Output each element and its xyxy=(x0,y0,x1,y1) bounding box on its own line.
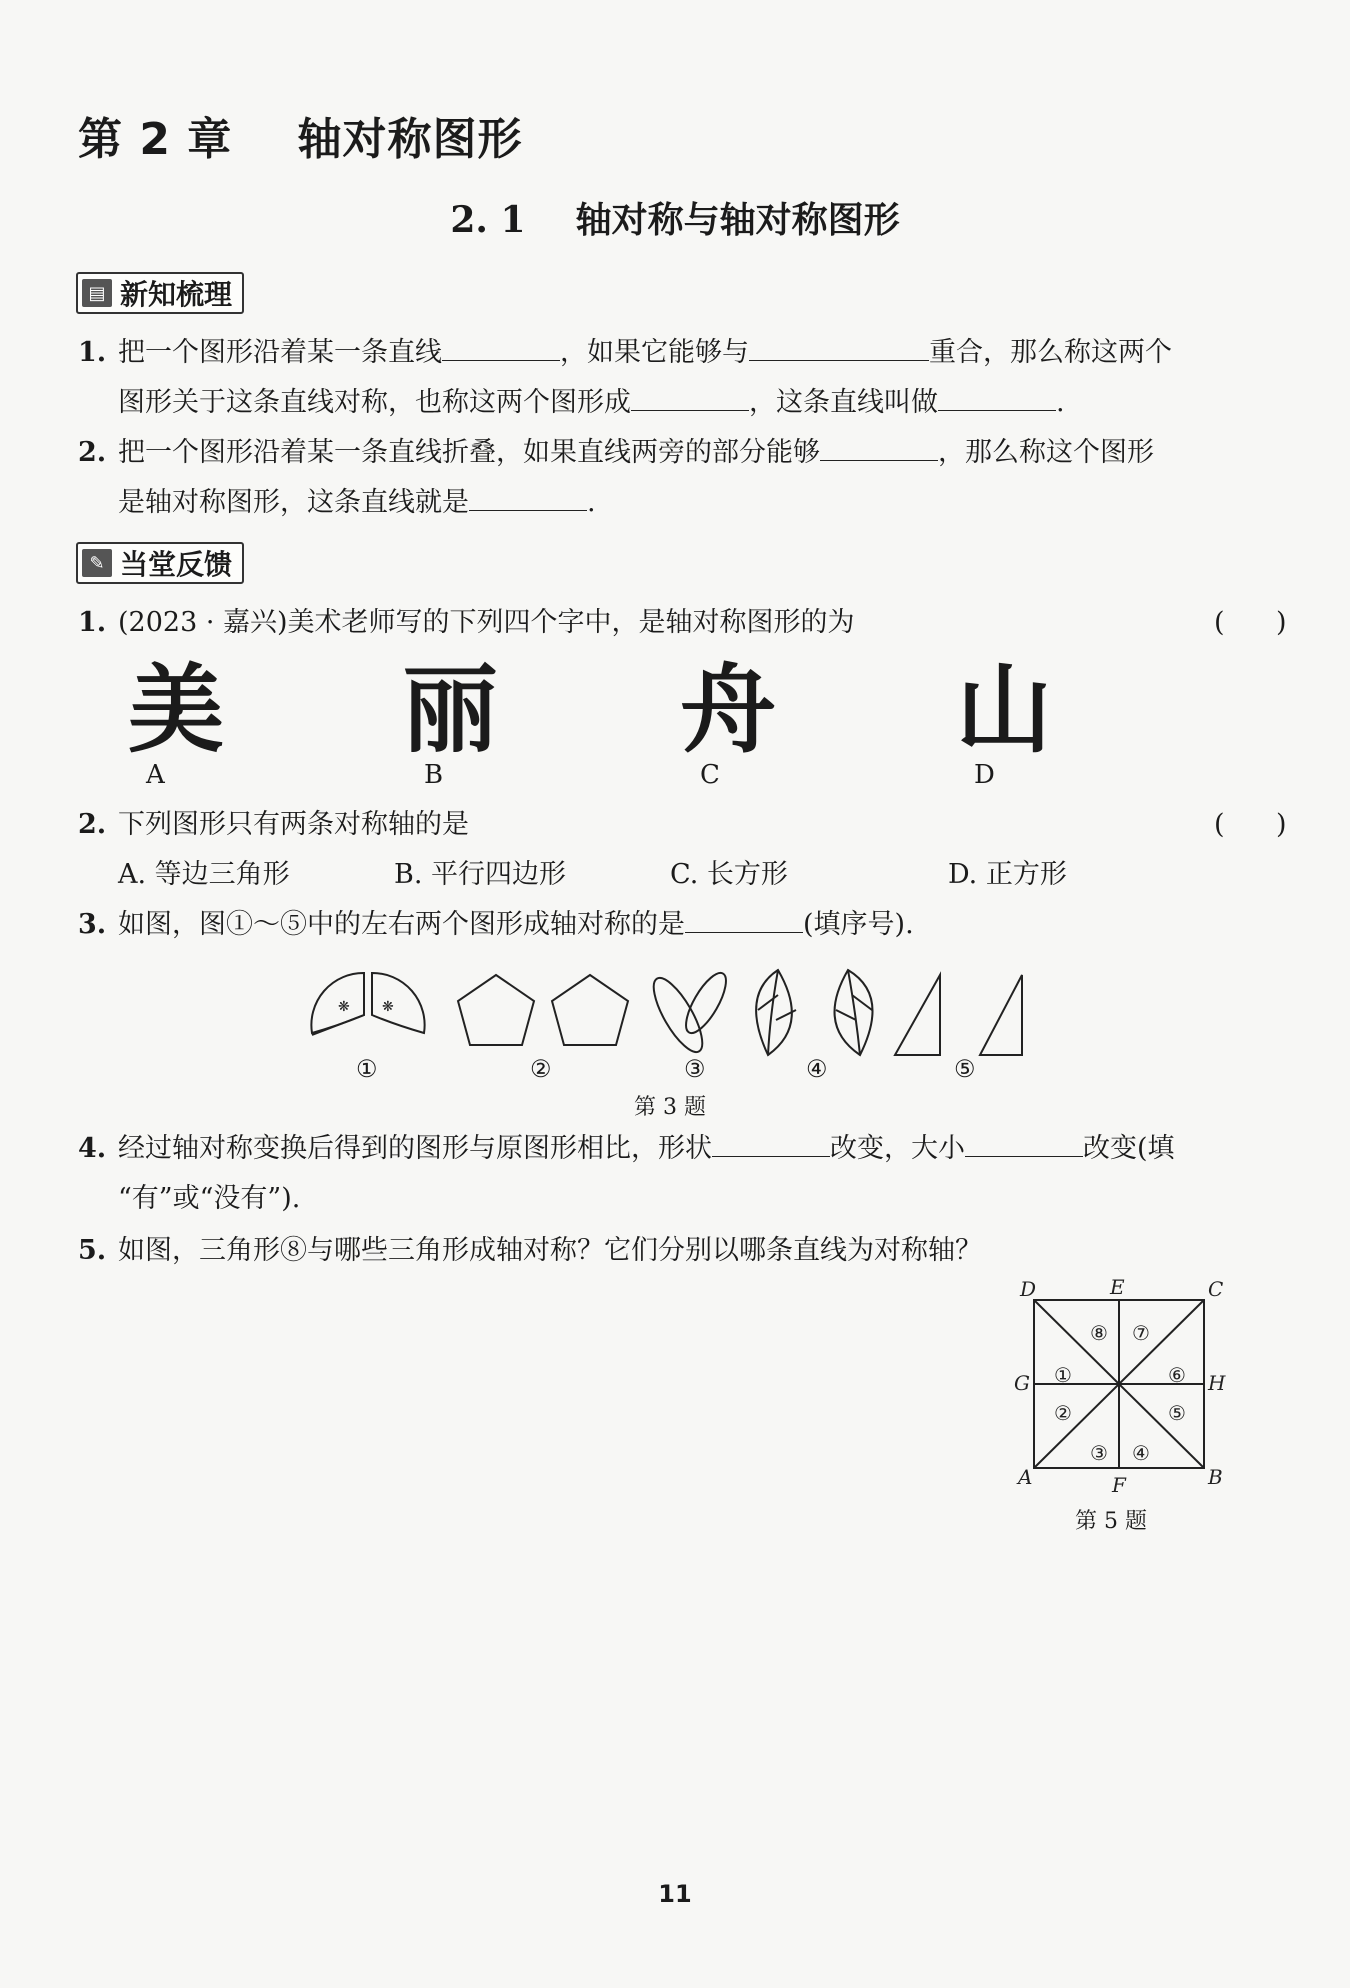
answer-blank[interactable] xyxy=(820,428,938,461)
figure-2-pentagon-right xyxy=(552,975,628,1045)
question-text: 重合，那么称这两个 xyxy=(929,337,1172,368)
knowledge-question-1 xyxy=(78,328,1228,428)
svg-text:❋: ❋ xyxy=(382,999,394,1015)
question-text: 改变(填 xyxy=(1083,1133,1175,1164)
answer-blank[interactable] xyxy=(631,378,749,411)
answer-blank[interactable] xyxy=(938,378,1056,411)
svg-text:❋: ❋ xyxy=(338,999,350,1015)
feedback-tag xyxy=(76,542,244,584)
region-1: ① xyxy=(1054,1363,1072,1387)
feedback-question-3 xyxy=(78,900,1228,950)
fig-label-5: ⑤ xyxy=(954,1055,976,1083)
answer-blank[interactable] xyxy=(749,328,929,361)
char-b: 丽 xyxy=(402,654,498,766)
answer-blank[interactable] xyxy=(685,900,803,933)
answer-paren[interactable]: ( ) xyxy=(1214,607,1287,638)
feedback-question-1 xyxy=(78,598,1287,648)
option-d[interactable]: D. 正方形 xyxy=(948,859,1067,890)
fig-label-3: ③ xyxy=(684,1055,706,1083)
figure-5-caption: 第 5 题 xyxy=(1075,1509,1147,1534)
pencil-icon: ✎ xyxy=(82,549,112,577)
question-number: 1. xyxy=(78,337,107,368)
figure-3-ellipse-left xyxy=(645,972,711,1059)
feedback-label: 当堂反馈 xyxy=(120,548,233,581)
fig-label-4: ④ xyxy=(806,1055,828,1083)
knowledge-question-2 xyxy=(78,428,1228,528)
question-text: 如图，图①～⑤中的左右两个图形成轴对称的是 xyxy=(118,909,685,940)
fig-label-1: ① xyxy=(356,1055,378,1083)
question-number: 3. xyxy=(78,909,107,940)
question-text: . xyxy=(587,487,596,518)
point-g: G xyxy=(1014,1371,1030,1395)
figure-5-triangle-left xyxy=(895,975,940,1055)
question-text: ，那么称这个图形 xyxy=(938,437,1154,468)
feedback-question-5 xyxy=(78,1226,1228,1276)
point-f: F xyxy=(1112,1473,1126,1497)
answer-blank[interactable] xyxy=(965,1124,1083,1157)
region-4: ④ xyxy=(1132,1441,1150,1465)
option-label-d: D xyxy=(974,760,995,790)
region-8: ⑧ xyxy=(1090,1321,1108,1345)
point-c: C xyxy=(1208,1278,1224,1301)
question-number: 2. xyxy=(78,809,107,840)
region-5: ⑤ xyxy=(1168,1401,1186,1425)
region-7: ⑦ xyxy=(1132,1321,1150,1345)
region-6: ⑥ xyxy=(1168,1363,1186,1387)
question-text: “有”或“没有”). xyxy=(118,1183,301,1214)
figure-q3 xyxy=(300,955,1060,1105)
figure-3-caption: 第 3 题 xyxy=(634,1095,706,1120)
question-number: 5. xyxy=(78,1235,107,1266)
question-text: 经过轴对称变换后得到的图形与原图形相比，形状 xyxy=(118,1133,712,1164)
question-number: 2. xyxy=(78,437,107,468)
question-text: 如图，三角形⑧与哪些三角形成轴对称？它们分别以哪条直线为对称轴？ xyxy=(118,1235,982,1266)
char-c: 舟 xyxy=(680,654,776,766)
answer-blank[interactable] xyxy=(442,328,560,361)
question-text: ，如果它能够与 xyxy=(560,337,749,368)
question-text: (填序号). xyxy=(803,909,914,940)
option-label-c: C xyxy=(700,760,720,790)
new-knowledge-tag xyxy=(76,272,244,314)
section-title: 2. 1 轴对称与轴对称图形 xyxy=(450,199,900,241)
point-h: H xyxy=(1208,1371,1226,1395)
region-3: ③ xyxy=(1090,1441,1108,1465)
figure-4-leaf-left xyxy=(756,970,792,1055)
point-d: D xyxy=(1020,1278,1037,1301)
point-b: B xyxy=(1208,1465,1223,1489)
option-label-b: B xyxy=(424,760,444,790)
option-c[interactable]: C. 长方形 xyxy=(670,859,788,890)
point-a: A xyxy=(1018,1465,1033,1489)
region-2: ② xyxy=(1054,1401,1072,1425)
new-knowledge-label: 新知梳理 xyxy=(120,278,233,311)
figure-1-sectors xyxy=(311,973,424,1035)
question-text: 下列图形只有两条对称轴的是 xyxy=(118,809,469,840)
question-text: . xyxy=(1056,387,1065,418)
fig-label-2: ② xyxy=(530,1055,552,1083)
question-text: (2023 · 嘉兴)美术老师写的下列四个字中，是轴对称图形的为 xyxy=(118,607,855,638)
question-text: 是轴对称图形，这条直线就是 xyxy=(118,487,469,518)
figure-5-triangle-right xyxy=(980,975,1022,1055)
answer-blank[interactable] xyxy=(469,478,587,511)
figure-q5 xyxy=(1010,1278,1230,1508)
answer-blank[interactable] xyxy=(712,1124,830,1157)
feedback-question-4 xyxy=(78,1124,1228,1224)
feedback-question-2 xyxy=(78,800,1287,900)
option-label-a: A xyxy=(146,760,165,790)
chapter-title: 第 2 章 轴对称图形 xyxy=(78,114,523,165)
question-text: 把一个图形沿着某一条直线 xyxy=(118,337,442,368)
char-d: 山 xyxy=(956,654,1052,766)
question-number: 4. xyxy=(78,1133,107,1164)
figure-2-pentagon-left xyxy=(458,975,534,1045)
question-text: ，这条直线叫做 xyxy=(749,387,938,418)
option-a[interactable]: A. 等边三角形 xyxy=(118,859,290,890)
question-text: 改变，大小 xyxy=(830,1133,965,1164)
char-a: 美 xyxy=(128,654,224,766)
book-icon: ▤ xyxy=(82,279,112,307)
page-number: 11 xyxy=(658,1880,692,1908)
question-number: 1. xyxy=(78,607,107,638)
question-text: 图形关于这条直线对称，也称这两个图形成 xyxy=(118,387,631,418)
point-e: E xyxy=(1110,1278,1125,1299)
option-b[interactable]: B. 平行四边形 xyxy=(394,859,567,890)
answer-paren[interactable]: ( ) xyxy=(1214,809,1287,840)
question-text: 把一个图形沿着某一条直线折叠，如果直线两旁的部分能够 xyxy=(118,437,820,468)
